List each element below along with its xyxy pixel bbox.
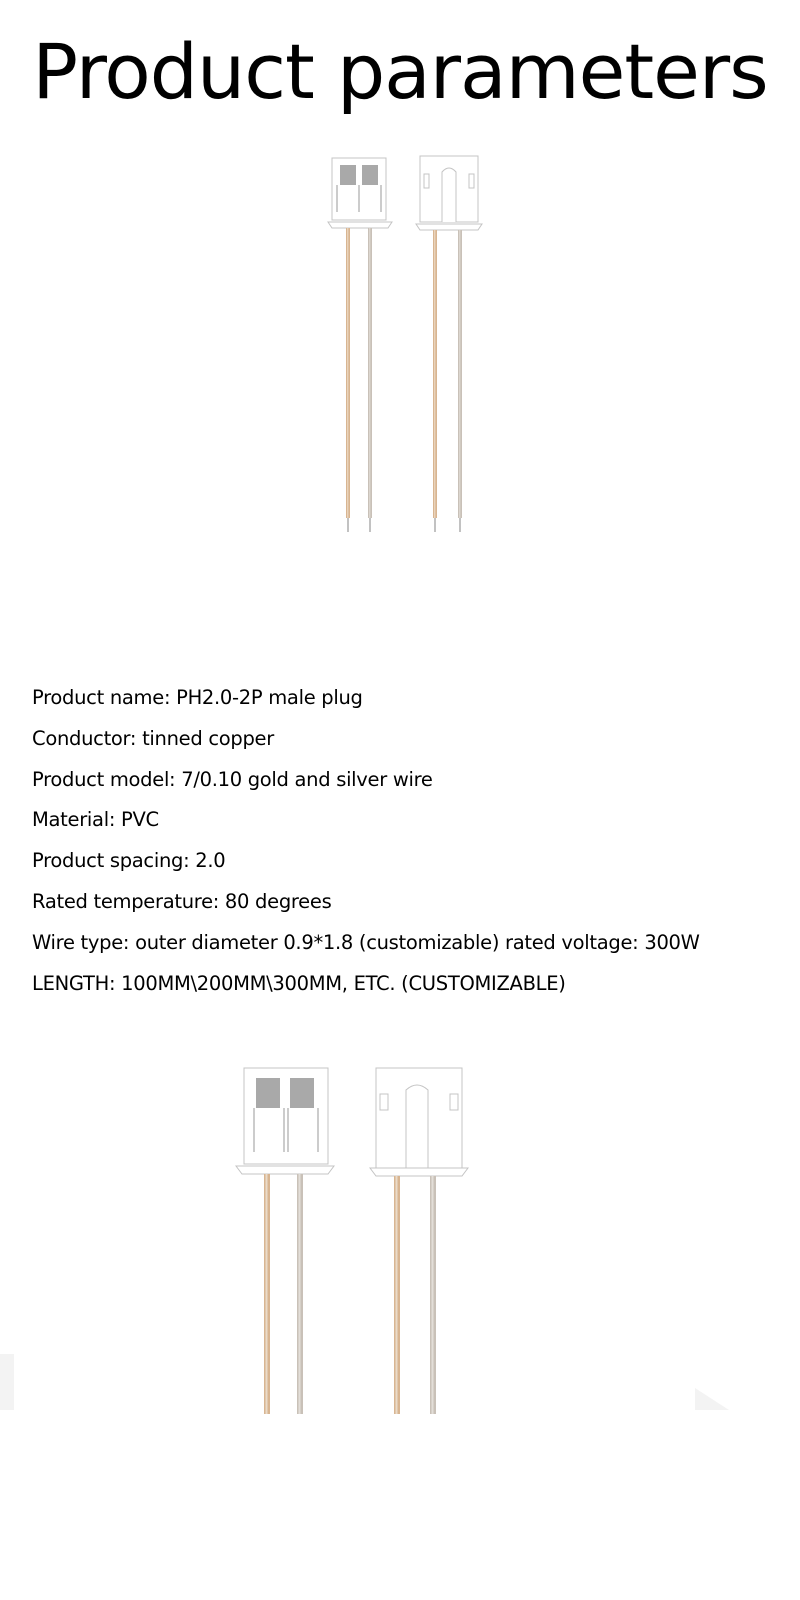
spec-rated-temperature: Rated temperature: 80 degrees	[32, 889, 332, 913]
decorative-corner-right	[695, 1388, 729, 1410]
spec-list	[32, 678, 792, 1004]
connector-illustration-bottom	[230, 1060, 490, 1420]
connector-illustration-top	[320, 150, 500, 550]
spec-product-name: Product name: PH2.0-2P male plug	[32, 686, 363, 709]
spec-product-spacing: Product spacing: 2.0	[32, 849, 226, 873]
ph2-connector-icon	[320, 150, 500, 550]
decorative-corner-left	[0, 1354, 14, 1410]
ph2-connector-closeup-icon	[230, 1060, 490, 1420]
spec-product-model: Product model: 7/0.10 gold and silver wire	[32, 767, 433, 791]
spec-wire-type: Wire type: outer diameter 0.9*1.8 (customizable) rated voltage: 300W	[32, 930, 700, 954]
page-title: Product parameters	[32, 27, 768, 116]
spec-material: Material: PVC	[32, 808, 159, 832]
spec-length: LENGTH: 100MM\200MM\300MM, ETC. (CUSTOMIZABLE)	[32, 971, 566, 995]
spec-conductor: Conductor: tinned copper	[32, 726, 274, 750]
